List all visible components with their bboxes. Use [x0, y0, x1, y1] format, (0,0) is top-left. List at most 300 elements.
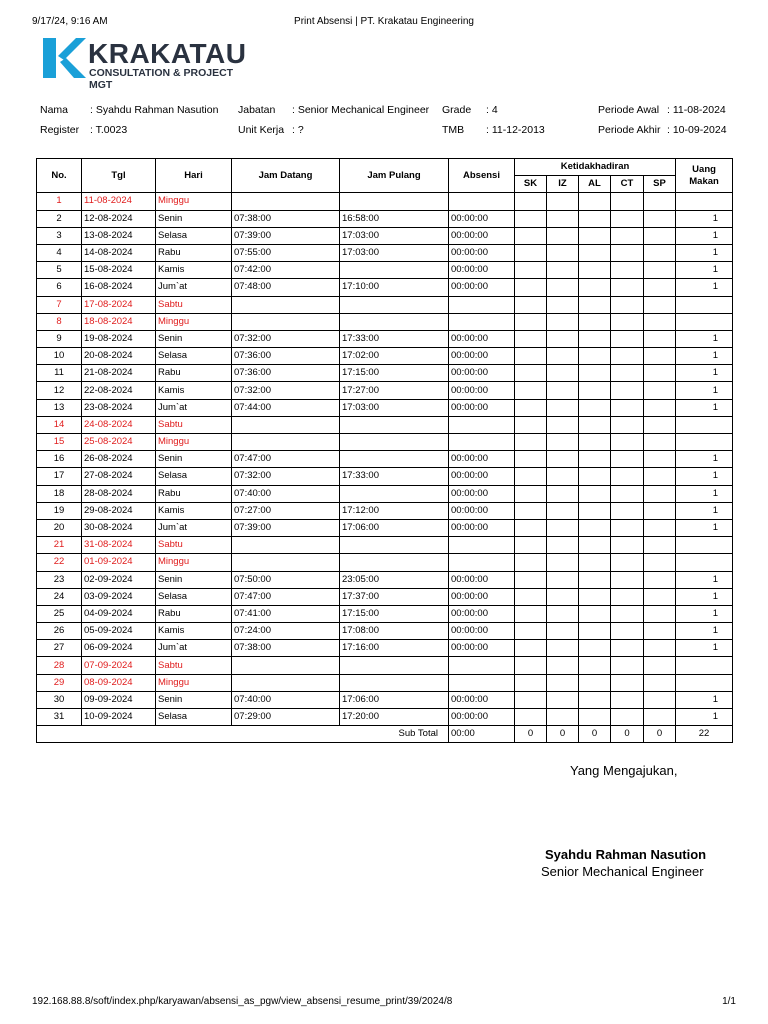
row-iz [547, 262, 579, 279]
row-sk [515, 399, 547, 416]
header-iz: IZ [547, 176, 579, 193]
row-jam-pulang: 17:03:00 [340, 244, 449, 261]
row-sk [515, 537, 547, 554]
row-no: 9 [37, 330, 82, 347]
row-sp [644, 348, 676, 365]
header-no: No. [37, 159, 82, 193]
grade-value: : 4 [486, 104, 498, 116]
table-row [37, 468, 733, 485]
row-jam-datang: 07:32:00 [232, 382, 340, 399]
print-datetime: 9/17/24, 9:16 AM [32, 16, 108, 27]
table-row [37, 416, 733, 433]
row-jam-pulang: 23:05:00 [340, 571, 449, 588]
row-sk [515, 623, 547, 640]
header-jam-pulang: Jam Pulang [340, 159, 449, 193]
row-absensi: 00:00:00 [449, 210, 515, 227]
table-row [37, 330, 733, 347]
row-jam-pulang: 17:15:00 [340, 365, 449, 382]
row-ct [611, 193, 644, 210]
row-sk [515, 571, 547, 588]
periode-awal-label: Periode Awal [598, 104, 660, 116]
header-absensi: Absensi [449, 159, 515, 193]
header-al: AL [579, 176, 611, 193]
tmb-value: : 11-12-2013 [486, 124, 545, 136]
row-jam-datang [232, 193, 340, 210]
row-no: 31 [37, 709, 82, 726]
table-row [37, 399, 733, 416]
row-uang-makan [676, 434, 733, 451]
row-absensi: 00:00:00 [449, 691, 515, 708]
row-jam-pulang: 17:12:00 [340, 502, 449, 519]
table-row [37, 554, 733, 571]
row-jam-pulang [340, 554, 449, 571]
krakatau-k-icon [40, 36, 86, 80]
row-sk [515, 588, 547, 605]
subtotal-al: 0 [579, 726, 611, 743]
row-hari: Kamis [156, 623, 232, 640]
row-sk [515, 262, 547, 279]
table-row [37, 348, 733, 365]
table-row [37, 519, 733, 536]
header-tgl: Tgl [82, 159, 156, 193]
row-jam-datang [232, 434, 340, 451]
row-ct [611, 210, 644, 227]
attendance-rows [37, 193, 733, 726]
row-ct [611, 416, 644, 433]
row-al [579, 382, 611, 399]
row-sp [644, 451, 676, 468]
row-sp [644, 434, 676, 451]
row-iz [547, 588, 579, 605]
row-tgl: 10-09-2024 [82, 709, 156, 726]
subtotal-iz: 0 [547, 726, 579, 743]
row-no: 17 [37, 468, 82, 485]
row-sp [644, 365, 676, 382]
row-jam-pulang [340, 296, 449, 313]
row-absensi: 00:00:00 [449, 640, 515, 657]
row-iz [547, 468, 579, 485]
table-row [37, 365, 733, 382]
row-ct [611, 468, 644, 485]
row-iz [547, 519, 579, 536]
row-jam-pulang [340, 674, 449, 691]
row-iz [547, 279, 579, 296]
row-tgl: 02-09-2024 [82, 571, 156, 588]
row-hari: Jum`at [156, 519, 232, 536]
logo-tagline: CONSULTATION & PROJECT MGT [89, 67, 234, 91]
row-no: 25 [37, 605, 82, 622]
row-sp [644, 330, 676, 347]
row-al [579, 571, 611, 588]
row-sk [515, 244, 547, 261]
row-sp [644, 296, 676, 313]
row-ct [611, 313, 644, 330]
table-row [37, 434, 733, 451]
row-jam-datang: 07:32:00 [232, 330, 340, 347]
row-sk [515, 279, 547, 296]
row-al [579, 365, 611, 382]
row-ct [611, 674, 644, 691]
row-absensi: 00:00:00 [449, 348, 515, 365]
row-jam-pulang [340, 451, 449, 468]
row-jam-datang [232, 657, 340, 674]
row-iz [547, 193, 579, 210]
row-hari: Sabtu [156, 537, 232, 554]
row-al [579, 554, 611, 571]
row-iz [547, 330, 579, 347]
subtotal-uang-makan: 22 [676, 726, 733, 743]
row-al [579, 193, 611, 210]
row-sk [515, 691, 547, 708]
row-tgl: 09-09-2024 [82, 691, 156, 708]
row-jam-datang: 07:38:00 [232, 210, 340, 227]
row-sp [644, 605, 676, 622]
row-ct [611, 571, 644, 588]
row-uang-makan: 1 [676, 605, 733, 622]
row-no: 11 [37, 365, 82, 382]
row-sk [515, 451, 547, 468]
row-no: 2 [37, 210, 82, 227]
row-al [579, 262, 611, 279]
row-tgl: 30-08-2024 [82, 519, 156, 536]
row-tgl: 19-08-2024 [82, 330, 156, 347]
signature-caption: Yang Mengajukan, [570, 763, 678, 778]
row-ct [611, 657, 644, 674]
row-ct [611, 330, 644, 347]
row-al [579, 416, 611, 433]
row-absensi [449, 296, 515, 313]
row-no: 22 [37, 554, 82, 571]
row-al [579, 434, 611, 451]
row-jam-pulang: 17:02:00 [340, 348, 449, 365]
row-tgl: 07-09-2024 [82, 657, 156, 674]
row-absensi [449, 537, 515, 554]
row-hari: Rabu [156, 365, 232, 382]
row-al [579, 502, 611, 519]
table-row [37, 227, 733, 244]
row-al [579, 657, 611, 674]
row-no: 13 [37, 399, 82, 416]
row-absensi: 00:00:00 [449, 468, 515, 485]
row-sp [644, 468, 676, 485]
row-jam-datang: 07:41:00 [232, 605, 340, 622]
row-jam-pulang: 17:10:00 [340, 279, 449, 296]
row-absensi: 00:00:00 [449, 485, 515, 502]
row-absensi [449, 674, 515, 691]
row-ct [611, 296, 644, 313]
row-uang-makan: 1 [676, 210, 733, 227]
row-hari: Kamis [156, 382, 232, 399]
table-row [37, 588, 733, 605]
footer-url: 192.168.88.8/soft/index.php/karyawan/absensi_as_pgw/view_absensi_resume_print/39/2024/8 [32, 996, 453, 1007]
row-tgl: 20-08-2024 [82, 348, 156, 365]
periode-akhir-label: Periode Akhir [598, 124, 661, 136]
row-sk [515, 193, 547, 210]
subtotal-absensi: 00:00 [449, 726, 515, 743]
periode-awal-value: : 11-08-2024 [667, 104, 726, 116]
row-al [579, 210, 611, 227]
footer-page: 1/1 [722, 996, 736, 1007]
register-label: Register [40, 124, 80, 136]
row-hari: Sabtu [156, 416, 232, 433]
row-absensi: 00:00:00 [449, 227, 515, 244]
row-sk [515, 554, 547, 571]
row-absensi: 00:00:00 [449, 382, 515, 399]
row-no: 10 [37, 348, 82, 365]
row-sp [644, 657, 676, 674]
row-absensi: 00:00:00 [449, 262, 515, 279]
subtotal-label: Sub Total [37, 726, 449, 743]
row-sp [644, 691, 676, 708]
row-al [579, 588, 611, 605]
row-iz [547, 485, 579, 502]
row-jam-pulang: 17:03:00 [340, 399, 449, 416]
row-jam-datang: 07:39:00 [232, 227, 340, 244]
row-ct [611, 451, 644, 468]
row-uang-makan: 1 [676, 348, 733, 365]
row-uang-makan: 1 [676, 709, 733, 726]
row-jam-pulang [340, 416, 449, 433]
header-hari: Hari [156, 159, 232, 193]
row-hari: Minggu [156, 193, 232, 210]
row-tgl: 06-09-2024 [82, 640, 156, 657]
row-no: 23 [37, 571, 82, 588]
row-uang-makan: 1 [676, 330, 733, 347]
row-hari: Selasa [156, 709, 232, 726]
row-no: 6 [37, 279, 82, 296]
row-hari: Jum`at [156, 279, 232, 296]
nama-value: : Syahdu Rahman Nasution [90, 104, 219, 116]
row-sp [644, 554, 676, 571]
row-hari: Rabu [156, 244, 232, 261]
row-no: 28 [37, 657, 82, 674]
row-hari: Kamis [156, 262, 232, 279]
row-al [579, 691, 611, 708]
row-sk [515, 210, 547, 227]
subtotal-sk: 0 [515, 726, 547, 743]
row-absensi: 00:00:00 [449, 519, 515, 536]
row-absensi: 00:00:00 [449, 451, 515, 468]
row-tgl: 25-08-2024 [82, 434, 156, 451]
row-sp [644, 399, 676, 416]
row-jam-pulang [340, 313, 449, 330]
row-al [579, 623, 611, 640]
row-al [579, 313, 611, 330]
unit-kerja-value: : ? [292, 124, 304, 136]
row-sk [515, 657, 547, 674]
row-absensi: 00:00:00 [449, 399, 515, 416]
row-uang-makan: 1 [676, 244, 733, 261]
row-uang-makan: 1 [676, 571, 733, 588]
row-absensi: 00:00:00 [449, 571, 515, 588]
row-tgl: 15-08-2024 [82, 262, 156, 279]
row-jam-datang: 07:29:00 [232, 709, 340, 726]
row-no: 7 [37, 296, 82, 313]
row-tgl: 21-08-2024 [82, 365, 156, 382]
row-jam-datang: 07:27:00 [232, 502, 340, 519]
row-no: 29 [37, 674, 82, 691]
table-row [37, 210, 733, 227]
row-hari: Kamis [156, 502, 232, 519]
row-absensi: 00:00:00 [449, 365, 515, 382]
table-row [37, 657, 733, 674]
row-iz [547, 227, 579, 244]
row-sk [515, 434, 547, 451]
row-tgl: 18-08-2024 [82, 313, 156, 330]
row-sk [515, 296, 547, 313]
row-sp [644, 262, 676, 279]
row-iz [547, 623, 579, 640]
row-jam-datang [232, 554, 340, 571]
row-absensi: 00:00:00 [449, 623, 515, 640]
row-absensi: 00:00:00 [449, 330, 515, 347]
row-jam-datang: 07:42:00 [232, 262, 340, 279]
row-iz [547, 691, 579, 708]
row-absensi: 00:00:00 [449, 279, 515, 296]
row-jam-pulang [340, 485, 449, 502]
table-row [37, 382, 733, 399]
row-absensi [449, 193, 515, 210]
row-uang-makan: 1 [676, 519, 733, 536]
row-hari: Senin [156, 451, 232, 468]
row-iz [547, 348, 579, 365]
row-ct [611, 691, 644, 708]
row-no: 1 [37, 193, 82, 210]
row-jam-pulang: 17:20:00 [340, 709, 449, 726]
row-tgl: 14-08-2024 [82, 244, 156, 261]
register-value: : T.0023 [90, 124, 128, 136]
row-no: 4 [37, 244, 82, 261]
table-row [37, 451, 733, 468]
row-no: 5 [37, 262, 82, 279]
table-row [37, 674, 733, 691]
row-jam-datang: 07:36:00 [232, 348, 340, 365]
table-row [37, 485, 733, 502]
row-al [579, 296, 611, 313]
row-no: 14 [37, 416, 82, 433]
table-row [37, 571, 733, 588]
row-iz [547, 709, 579, 726]
row-uang-makan: 1 [676, 485, 733, 502]
row-uang-makan [676, 416, 733, 433]
row-ct [611, 709, 644, 726]
row-iz [547, 210, 579, 227]
row-al [579, 537, 611, 554]
row-tgl: 23-08-2024 [82, 399, 156, 416]
row-ct [611, 279, 644, 296]
row-ct [611, 588, 644, 605]
row-tgl: 27-08-2024 [82, 468, 156, 485]
row-tgl: 24-08-2024 [82, 416, 156, 433]
row-hari: Selasa [156, 588, 232, 605]
row-jam-datang [232, 416, 340, 433]
row-uang-makan: 1 [676, 382, 733, 399]
row-iz [547, 674, 579, 691]
row-sk [515, 640, 547, 657]
row-jam-datang: 07:47:00 [232, 588, 340, 605]
row-al [579, 451, 611, 468]
row-iz [547, 640, 579, 657]
grade-label: Grade [442, 104, 472, 116]
row-jam-datang: 07:47:00 [232, 451, 340, 468]
row-uang-makan: 1 [676, 279, 733, 296]
row-sk [515, 605, 547, 622]
row-no: 20 [37, 519, 82, 536]
row-uang-makan: 1 [676, 262, 733, 279]
row-ct [611, 382, 644, 399]
row-sk [515, 485, 547, 502]
row-uang-makan: 1 [676, 640, 733, 657]
row-absensi [449, 434, 515, 451]
row-tgl: 04-09-2024 [82, 605, 156, 622]
logo-name: KRAKATAU [88, 38, 247, 69]
row-iz [547, 296, 579, 313]
row-no: 27 [37, 640, 82, 657]
row-uang-makan [676, 554, 733, 571]
row-iz [547, 382, 579, 399]
row-no: 12 [37, 382, 82, 399]
table-row [37, 244, 733, 261]
row-ct [611, 434, 644, 451]
row-sp [644, 210, 676, 227]
row-al [579, 227, 611, 244]
row-al [579, 640, 611, 657]
table-row [37, 605, 733, 622]
row-hari: Senin [156, 210, 232, 227]
jabatan-label: Jabatan [238, 104, 276, 116]
row-tgl: 01-09-2024 [82, 554, 156, 571]
row-tgl: 08-09-2024 [82, 674, 156, 691]
row-absensi [449, 313, 515, 330]
row-ct [611, 537, 644, 554]
row-jam-pulang: 17:06:00 [340, 519, 449, 536]
row-uang-makan: 1 [676, 588, 733, 605]
row-sk [515, 365, 547, 382]
row-ct [611, 485, 644, 502]
signature-name: Syahdu Rahman Nasution [545, 847, 707, 862]
row-absensi: 00:00:00 [449, 588, 515, 605]
row-iz [547, 571, 579, 588]
row-jam-datang: 07:39:00 [232, 519, 340, 536]
row-jam-pulang: 17:37:00 [340, 588, 449, 605]
row-hari: Selasa [156, 227, 232, 244]
row-iz [547, 554, 579, 571]
row-iz [547, 657, 579, 674]
row-absensi: 00:00:00 [449, 709, 515, 726]
row-tgl: 31-08-2024 [82, 537, 156, 554]
nama-label: Nama [40, 104, 69, 116]
row-ct [611, 554, 644, 571]
row-jam-pulang: 17:08:00 [340, 623, 449, 640]
tmb-label: TMB [442, 124, 465, 136]
row-iz [547, 365, 579, 382]
row-no: 8 [37, 313, 82, 330]
row-sp [644, 382, 676, 399]
row-ct [611, 365, 644, 382]
row-al [579, 399, 611, 416]
row-sp [644, 571, 676, 588]
row-uang-makan: 1 [676, 691, 733, 708]
row-hari: Minggu [156, 674, 232, 691]
row-hari: Jum`at [156, 640, 232, 657]
row-ct [611, 262, 644, 279]
row-jam-datang [232, 296, 340, 313]
row-no: 19 [37, 502, 82, 519]
row-no: 16 [37, 451, 82, 468]
row-iz [547, 399, 579, 416]
row-jam-datang: 07:24:00 [232, 623, 340, 640]
row-al [579, 330, 611, 347]
